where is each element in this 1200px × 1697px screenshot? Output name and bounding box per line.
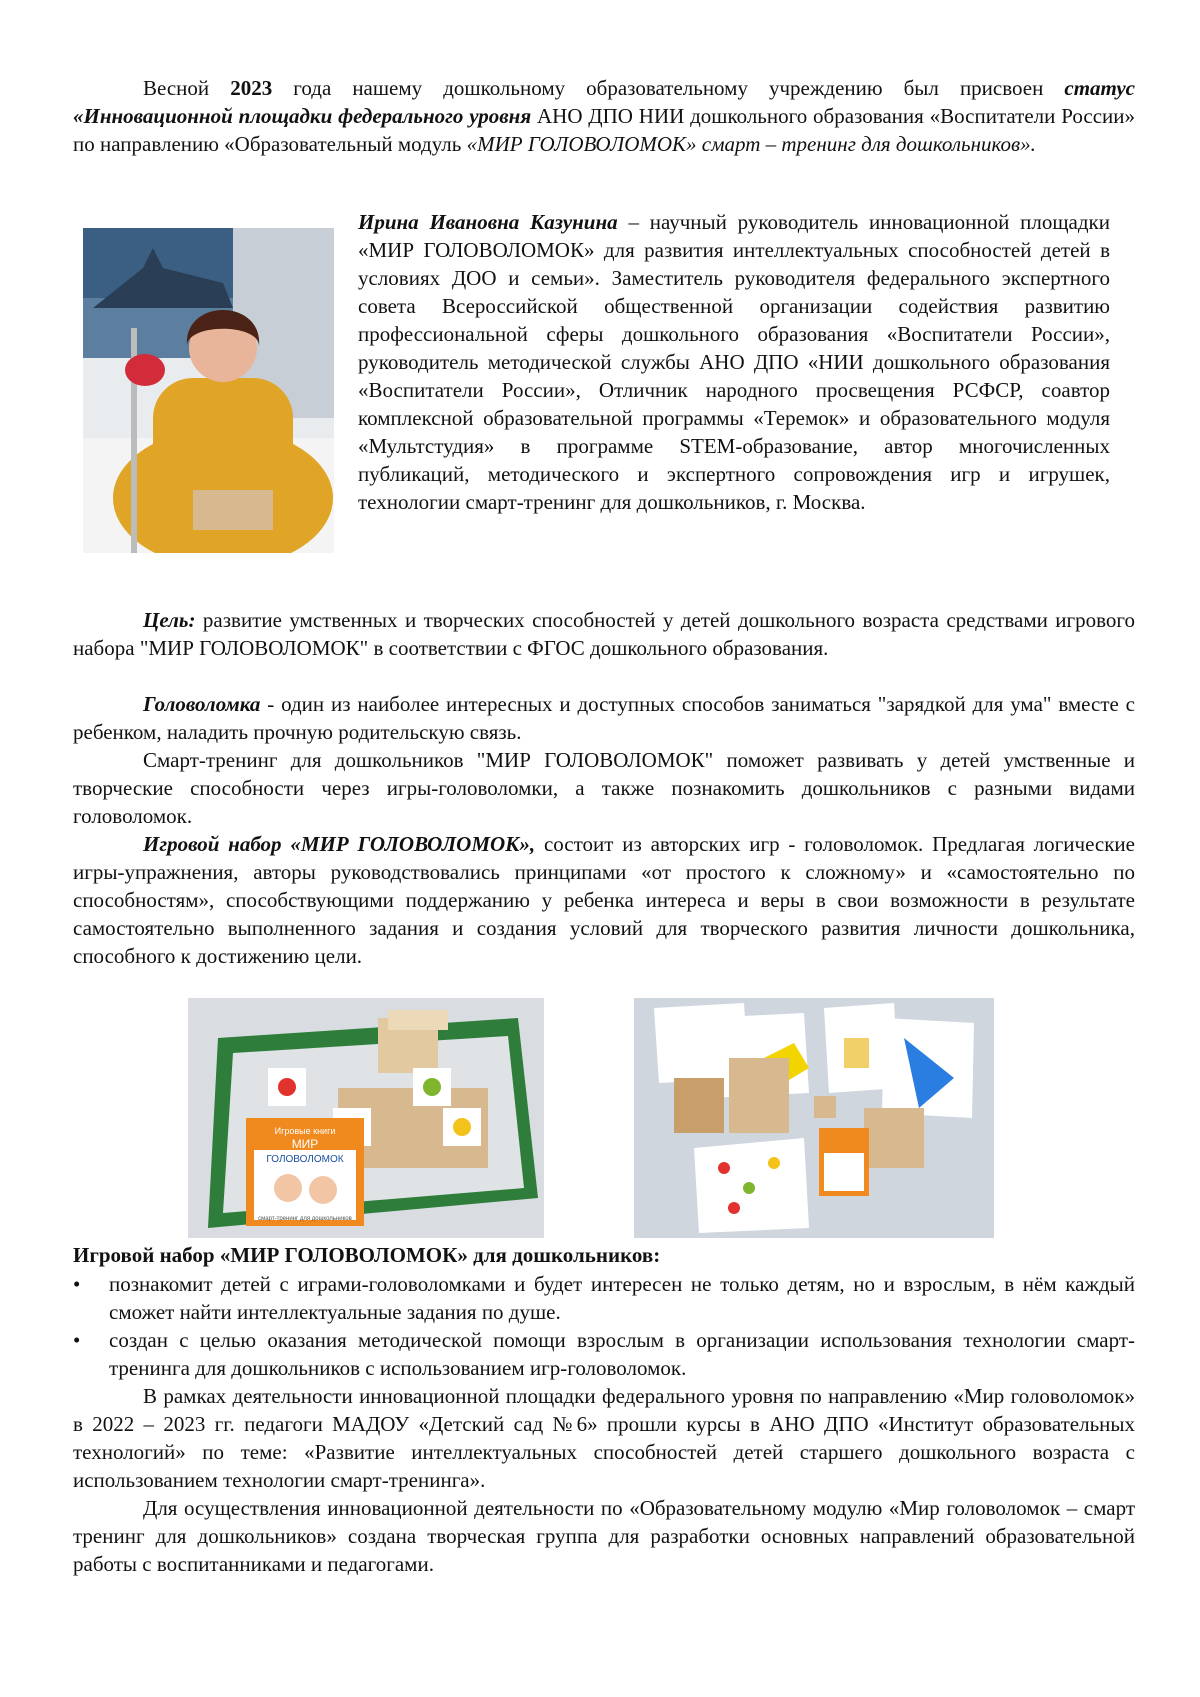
bullet-icon: • (73, 1272, 81, 1296)
list-heading: Игровой набор «МИР ГОЛОВОЛОМОК» для дошкольников: (73, 1243, 661, 1267)
book-title-2: ГОЛОВОЛОМОК (266, 1154, 344, 1165)
list-item-text: создан с целью оказания методической помощи взрослым в организации использования технологии смарт-тренинга для дошкольников с использованием игр-головоломок. (109, 1328, 1135, 1380)
goal-label: Цель: (143, 608, 196, 632)
list-item (73, 1326, 1135, 1382)
book-subtitle: смарт-тренинг для дошкольников (258, 1216, 352, 1222)
list-item-text: познакомит детей с играми-головоломками и будет интересен не только детям, но и взрослым, в нём каждый сможет найти интеллектуальные задания по душе. (109, 1272, 1135, 1324)
product-photo-tray (188, 998, 544, 1238)
puzzle-text: - один из наиболее интересных и доступных способов заниматься "зарядкой для ума" вместе с ребенком, наладить прочную родительскую связь. (73, 692, 1135, 744)
bio-paragraph (358, 208, 1110, 516)
book-small-text: Игровые книги (274, 1126, 336, 1136)
portrait-illustration (83, 228, 334, 553)
list-item (73, 1270, 1135, 1326)
portrait-photo (83, 228, 334, 553)
intro-paragraph (73, 74, 1135, 158)
bullet-icon: • (73, 1328, 81, 1352)
intro-text-3: АНО ДПО НИИ дошкольного образования «Воспитатели России» по направлению «Образовательный модуль (73, 104, 1135, 156)
puzzle-label: Головоломка (143, 692, 261, 716)
bio-text: – научный руководитель инновационной площадки «МИР ГОЛОВОЛОМОК» для развития интеллектуальных способностей детей в условиях ДОО и семьи». Заместитель руководителя федерального экспертного совета Всероссийской общественной организации содействия развитию профессиональной сферы дошкольного образования «Воспитатели России», руководитель методической службы АНО ДПО «НИИ дошкольного образования «Воспитатели России», Отличник народного просвещения РСФСР, соавтор комплексной образовательной программы «Теремок» и образовательного модуля «Мультстудия» в программе STEM-образование, автор многочисленных публикаций, методического и экспертного сопровождения игр и игрушек, технологии смарт-тренинг для дошкольников, г. Москва. (358, 210, 1110, 514)
puzzle-paragraph (73, 690, 1135, 746)
intro-text-1: Весной (143, 76, 231, 100)
intro-year: 2023 (230, 76, 273, 100)
outro-paragraph-2: Для осуществления инновационной деятельности по «Образовательному модулю «Мир головоломок – смарт тренинг для дошкольников» создана творческая группа для разработки основных направлений образовательной работы с воспитанниками и педагогами. (73, 1496, 1135, 1576)
cards-illustration (634, 998, 994, 1238)
tray-illustration (188, 998, 544, 1238)
book-title-1: МИР (291, 1137, 319, 1151)
goal-text: развитие умственных и творческих способностей у детей дошкольного возраста средствами игрового набора "МИР ГОЛОВОЛОМОК" в соответствии с ФГОС дошкольного образования. (73, 608, 1135, 660)
outro-paragraph-1: В рамках деятельности инновационной площадки федерального уровня по направлению «Мир головоломок» в 2022 – 2023 гг. педагоги МАДОУ «Детский сад №6» прошли курсы в АНО ДПО «Институт образовательных технологий» по теме: «Развитие интеллектуальных способностей детей старшего дошкольного возраста с использованием технологии смарт-тренинга». (73, 1384, 1135, 1492)
intro-text-2: года нашему дошкольному образовательному учреждению был присвоен (272, 76, 1065, 100)
smart-paragraph (73, 746, 1135, 830)
product-photo-cards (634, 998, 994, 1238)
intro-module: «МИР ГОЛОВОЛОМОК» смарт – тренинг для дошкольников». (466, 132, 1036, 156)
set-label: Игровой набор «МИР ГОЛОВОЛОМОК», (143, 832, 536, 856)
set-paragraph (73, 830, 1135, 970)
smart-text: Смарт-тренинг для дошкольников "МИР ГОЛОВОЛОМОК" поможет развивать у детей умственные и творческие способности через игры-головоломки, а также познакомить дошкольников с разными видами головоломок. (73, 748, 1135, 828)
bio-name: Ирина Ивановна Казунина (358, 210, 618, 234)
goal-paragraph (73, 606, 1135, 662)
set-text: состоит из авторских игр - головоломок. Предлагая логические игры-упражнения, авторы руководствовались принципами «от простого к сложному» и «самостоятельно по способностям», способствующими поддержанию у ребенка интереса и веры в свои возможности в результате самостоятельно выполненного задания и создания условий для творческого развития личности дошкольника, способного к достижению цели. (73, 832, 1135, 968)
intro-status: статус «Инновационной площадки федерального уровня (73, 76, 1135, 128)
bullet-list (73, 1270, 1135, 1382)
